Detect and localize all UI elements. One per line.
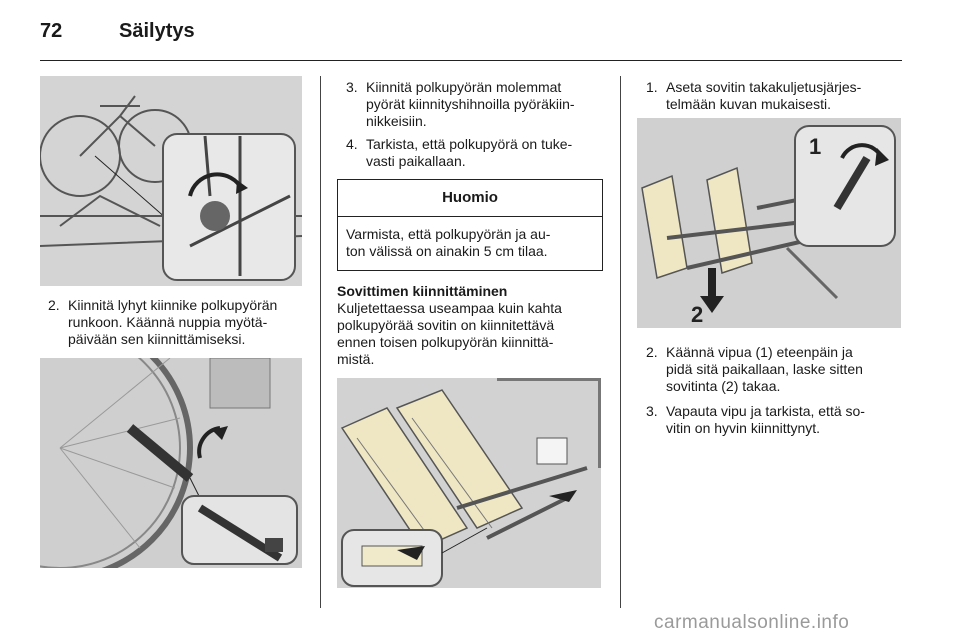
step-text-line: Aseta sovitin takakuljetusjärjes- [666,79,862,95]
section-body [337,300,605,368]
step-text-line: päivään sen kiinnittämiseksi. [68,331,246,347]
page-title: Säilytys [119,20,195,42]
figure-lever-callouts [637,118,901,328]
step-text-line: Vapauta vipu ja tarkista, että so- [666,403,865,419]
note-box [337,179,603,271]
step-text-line: runkoon. Käännä nuppia myötä- [68,314,268,330]
section-text-line: ennen toisen polkupyörän kiinnittä- [337,334,554,350]
step-number: 3. [346,79,358,95]
column-divider-left [320,76,321,608]
step-text-line: pidä sitä paikallaan, laske sitten [666,361,863,377]
step-number: 4. [346,136,358,152]
step-text-line: vitin on hyvin kiinnittynyt. [666,420,821,436]
step-number: 2. [48,297,60,313]
footer-watermark: carmanualsonline.info [654,612,850,633]
note-text-line: Varmista, että polkupyörän ja au- [346,226,551,242]
step-number: 3. [646,403,658,419]
step-text-line: sovitinta (2) takaa. [666,378,781,394]
step-text-line: Kiinnitä polkupyörän molemmat [366,79,562,95]
step-text-line: telmään kuvan mukaisesti. [666,96,831,112]
section-heading: Sovittimen kiinnittäminen [337,283,508,299]
step-text-line: vasti paikallaan. [366,153,466,169]
header-divider [40,60,902,61]
step-text-line: pyörät kiinnityshihnoilla pyöräkiin- [366,96,575,112]
figure-adapter-rack [337,378,601,588]
step-number: 2. [646,344,658,360]
note-title: Huomio [338,180,602,217]
section-text-line: mistä. [337,351,375,367]
step-text-line: Käännä vipua (1) eteenpäin ja [666,344,853,360]
step-text-line: Kiinnitä lyhyt kiinnike polkupyörän [68,297,278,313]
figure-bike-frame-knob [40,76,302,286]
callout-label-2: 2 [691,302,704,327]
column-divider-right [620,76,621,608]
section-text-line: polkupyörää sovitin on kiinnitettävä [337,317,555,333]
callout-label-1: 1 [809,134,822,159]
note-text-line: ton välissä on ainakin 5 cm tilaa. [346,243,548,259]
step-text-line: Tarkista, että polkupyörä on tuke- [366,136,573,152]
step-number: 1. [646,79,658,95]
page-number: 72 [40,20,63,42]
section-text-line: Kuljetettaessa useampaa kuin kahta [337,300,562,316]
step-text-line: nikkeisiin. [366,113,427,129]
figure-wheel-strap [40,358,302,568]
